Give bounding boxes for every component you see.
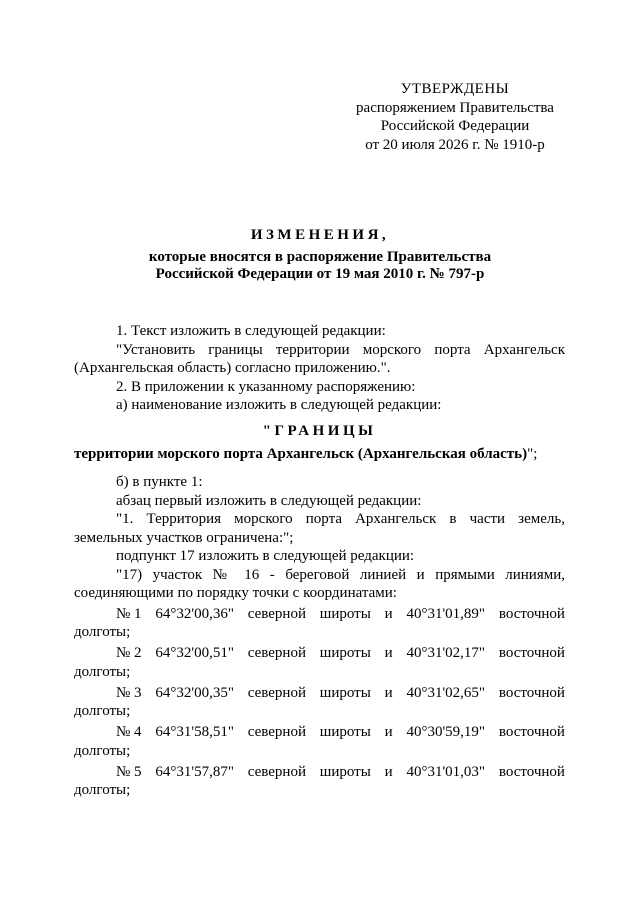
subitem-17-quote: "17) участок № 16 - береговой линией и прямыми линиями, соединяющими по порядку точки с координатами: xyxy=(74,566,565,601)
coordinate-latitude: 64°31'57,87" xyxy=(155,763,234,780)
subtitle-line-1: которые вносятся в распоряжение Правительства xyxy=(148,249,492,265)
coordinate-longitude: 40°31'02,17" xyxy=(406,645,486,661)
coordinate-latitude-word: северной xyxy=(247,645,306,661)
coordinate-line xyxy=(74,605,565,624)
coordinate-conjunction: и xyxy=(384,684,393,701)
coordinate-continuation: долготы; xyxy=(74,703,131,719)
borders-subtitle-bold: территории морского порта Архангельск (Архангельская область) xyxy=(74,446,528,462)
coordinate-latitude: 64°31'58,51" xyxy=(155,724,234,740)
subitem-17: подпункт 17 изложить в следующей редакции: xyxy=(116,548,415,564)
item-b: б) в пункте 1: xyxy=(116,474,203,490)
coordinate-line xyxy=(74,723,565,742)
coordinate-item-3 xyxy=(74,684,565,721)
borders-subtitle xyxy=(74,445,565,464)
coordinate-item-5 xyxy=(74,763,565,800)
subtitle-line-2: Российской Федерации от 19 мая 2010 г. № 797-р xyxy=(155,266,485,282)
coordinate-latitude: 64°32'00,51" xyxy=(155,645,234,661)
coordinate-longitude-word: восточной xyxy=(498,605,565,622)
coordinate-conjunction: и xyxy=(384,724,393,740)
coordinate-item-2 xyxy=(74,644,565,681)
coordinate-longitude: 40°31'01,03" xyxy=(406,763,486,780)
coordinate-latitude-word: северной xyxy=(247,684,306,701)
document-title: ИЗМЕНЕНИЯ, xyxy=(250,227,390,243)
paragraph-first-quote: "1. Территория морского порта Архангельск в части земель, земельных участков ограничена:"; xyxy=(74,511,565,546)
coordinate-latitude-word: северной xyxy=(247,605,306,622)
coordinate-latitude: 64°32'00,36" xyxy=(155,605,234,622)
item-1: 1. Текст изложить в следующей редакции: xyxy=(116,323,386,339)
coordinate-latitude-tail: широты xyxy=(319,724,371,740)
coordinate-line xyxy=(74,763,565,782)
coordinate-latitude-tail: широты xyxy=(319,684,371,701)
coordinate-longitude-word: восточной xyxy=(498,763,565,780)
coordinate-conjunction: и xyxy=(384,605,393,622)
approval-line-1: распоряжением Правительства xyxy=(356,99,554,116)
coordinate-conjunction: и xyxy=(384,645,393,661)
coordinate-item-1 xyxy=(74,605,565,642)
approval-title: УТВЕРЖДЕНЫ xyxy=(400,81,510,97)
coordinate-latitude-word: северной xyxy=(247,763,306,780)
coordinate-latitude-tail: широты xyxy=(319,645,371,661)
item-1-quote: "Установить границы территории морского порта Архангельск (Архангельская область) согласно приложению.". xyxy=(74,341,565,376)
coordinate-number: № 3 xyxy=(116,684,142,701)
coordinate-continuation: долготы; xyxy=(74,663,131,680)
coordinate-line xyxy=(74,684,565,703)
coordinate-number: № 4 xyxy=(116,724,142,740)
coordinate-line xyxy=(74,644,565,663)
coordinate-continuation: долготы; xyxy=(74,624,131,640)
coordinate-number: № 1 xyxy=(116,605,142,622)
coordinate-continuation: долготы; xyxy=(74,782,131,798)
approval-block xyxy=(340,80,570,154)
approval-line-2: Российской Федерации xyxy=(380,118,530,134)
coordinate-latitude-tail: широты xyxy=(319,763,371,780)
coordinate-longitude-word: восточной xyxy=(498,645,565,661)
coordinate-longitude: 40°30'59,19" xyxy=(406,724,486,740)
coordinate-latitude-word: северной xyxy=(247,724,306,740)
coordinate-number: № 2 xyxy=(116,645,142,661)
coordinate-longitude: 40°31'01,89" xyxy=(406,605,486,622)
coordinate-longitude-word: восточной xyxy=(498,724,565,740)
borders-subtitle-tail: "; xyxy=(527,446,538,462)
coordinate-conjunction: и xyxy=(384,763,393,780)
item-2: 2. В приложении к указанному распоряжению: xyxy=(116,378,416,395)
coordinate-item-4 xyxy=(74,723,565,760)
borders-title: "ГРАНИЦЫ xyxy=(262,423,377,439)
coordinate-continuation: долготы; xyxy=(74,742,131,759)
document-body-2 xyxy=(74,473,565,802)
coordinate-number: № 5 xyxy=(116,763,142,780)
coordinate-longitude-word: восточной xyxy=(498,684,565,701)
paragraph-first: абзац первый изложить в следующей редакции: xyxy=(116,492,422,509)
document-subtitle xyxy=(0,249,640,283)
approval-line-3: от 20 июля 2026 г. № 1910-р xyxy=(365,136,545,153)
document-body xyxy=(74,322,565,415)
coordinate-latitude-tail: широты xyxy=(319,605,371,622)
item-2a: а) наименование изложить в следующей редакции: xyxy=(116,397,442,413)
coordinate-longitude: 40°31'02,65" xyxy=(406,684,486,701)
coordinate-latitude: 64°32'00,35" xyxy=(155,684,234,701)
